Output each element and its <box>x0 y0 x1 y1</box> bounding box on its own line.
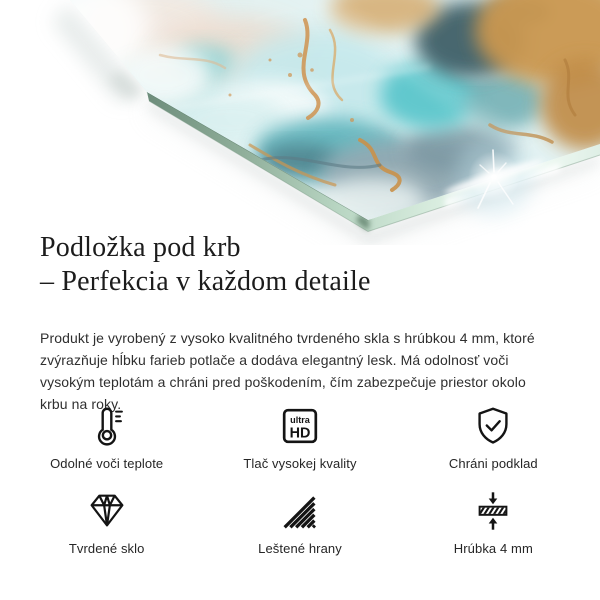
feature-tempered-glass <box>10 488 203 556</box>
feature-thickness <box>397 488 590 556</box>
thermometer-icon <box>84 403 130 449</box>
ultra-hd-text-bottom: HD <box>289 425 311 442</box>
feature-heat-resistant <box>10 403 203 471</box>
features-grid <box>10 403 590 556</box>
glass-panel-graphic <box>0 0 600 245</box>
polished-edges-icon <box>277 488 323 534</box>
diamond-icon <box>84 488 130 534</box>
feature-print-quality <box>203 403 396 471</box>
title-line-2: – Perfekcia v každom detaile <box>40 266 371 297</box>
shield-check-icon <box>470 403 516 449</box>
feature-label: Odolné voči teplote <box>50 456 164 471</box>
ultra-hd-text-top: ultra <box>290 415 310 426</box>
feature-label: Leštené hrany <box>258 541 342 556</box>
product-glass-image <box>0 0 600 245</box>
feature-label: Chráni podklad <box>448 456 538 471</box>
feature-label: Tlač vysokej kvality <box>243 456 357 471</box>
ultra-hd-icon <box>277 403 323 449</box>
thickness-icon <box>470 488 516 534</box>
feature-label: Hrúbka 4 mm <box>453 541 533 556</box>
feature-polished-edges <box>203 488 396 556</box>
page-title <box>40 231 560 299</box>
title-line-1: Podložka pod krb <box>40 232 241 263</box>
feature-label: Tvrdené sklo <box>68 541 145 556</box>
product-description: Produkt je vyrobený z vysoko kvalitného tvrdeného skla s hrúbkou 4 mm, ktoré zvýrazňuje hĺbku farieb potlače a dodáva elegantný lesk. Má odolnosť voči vysokým teplotám a chráni pred poškodením, čím zabezpečuje priestor okolo krbu na roky. <box>40 330 535 412</box>
feature-protects-base <box>397 403 590 471</box>
